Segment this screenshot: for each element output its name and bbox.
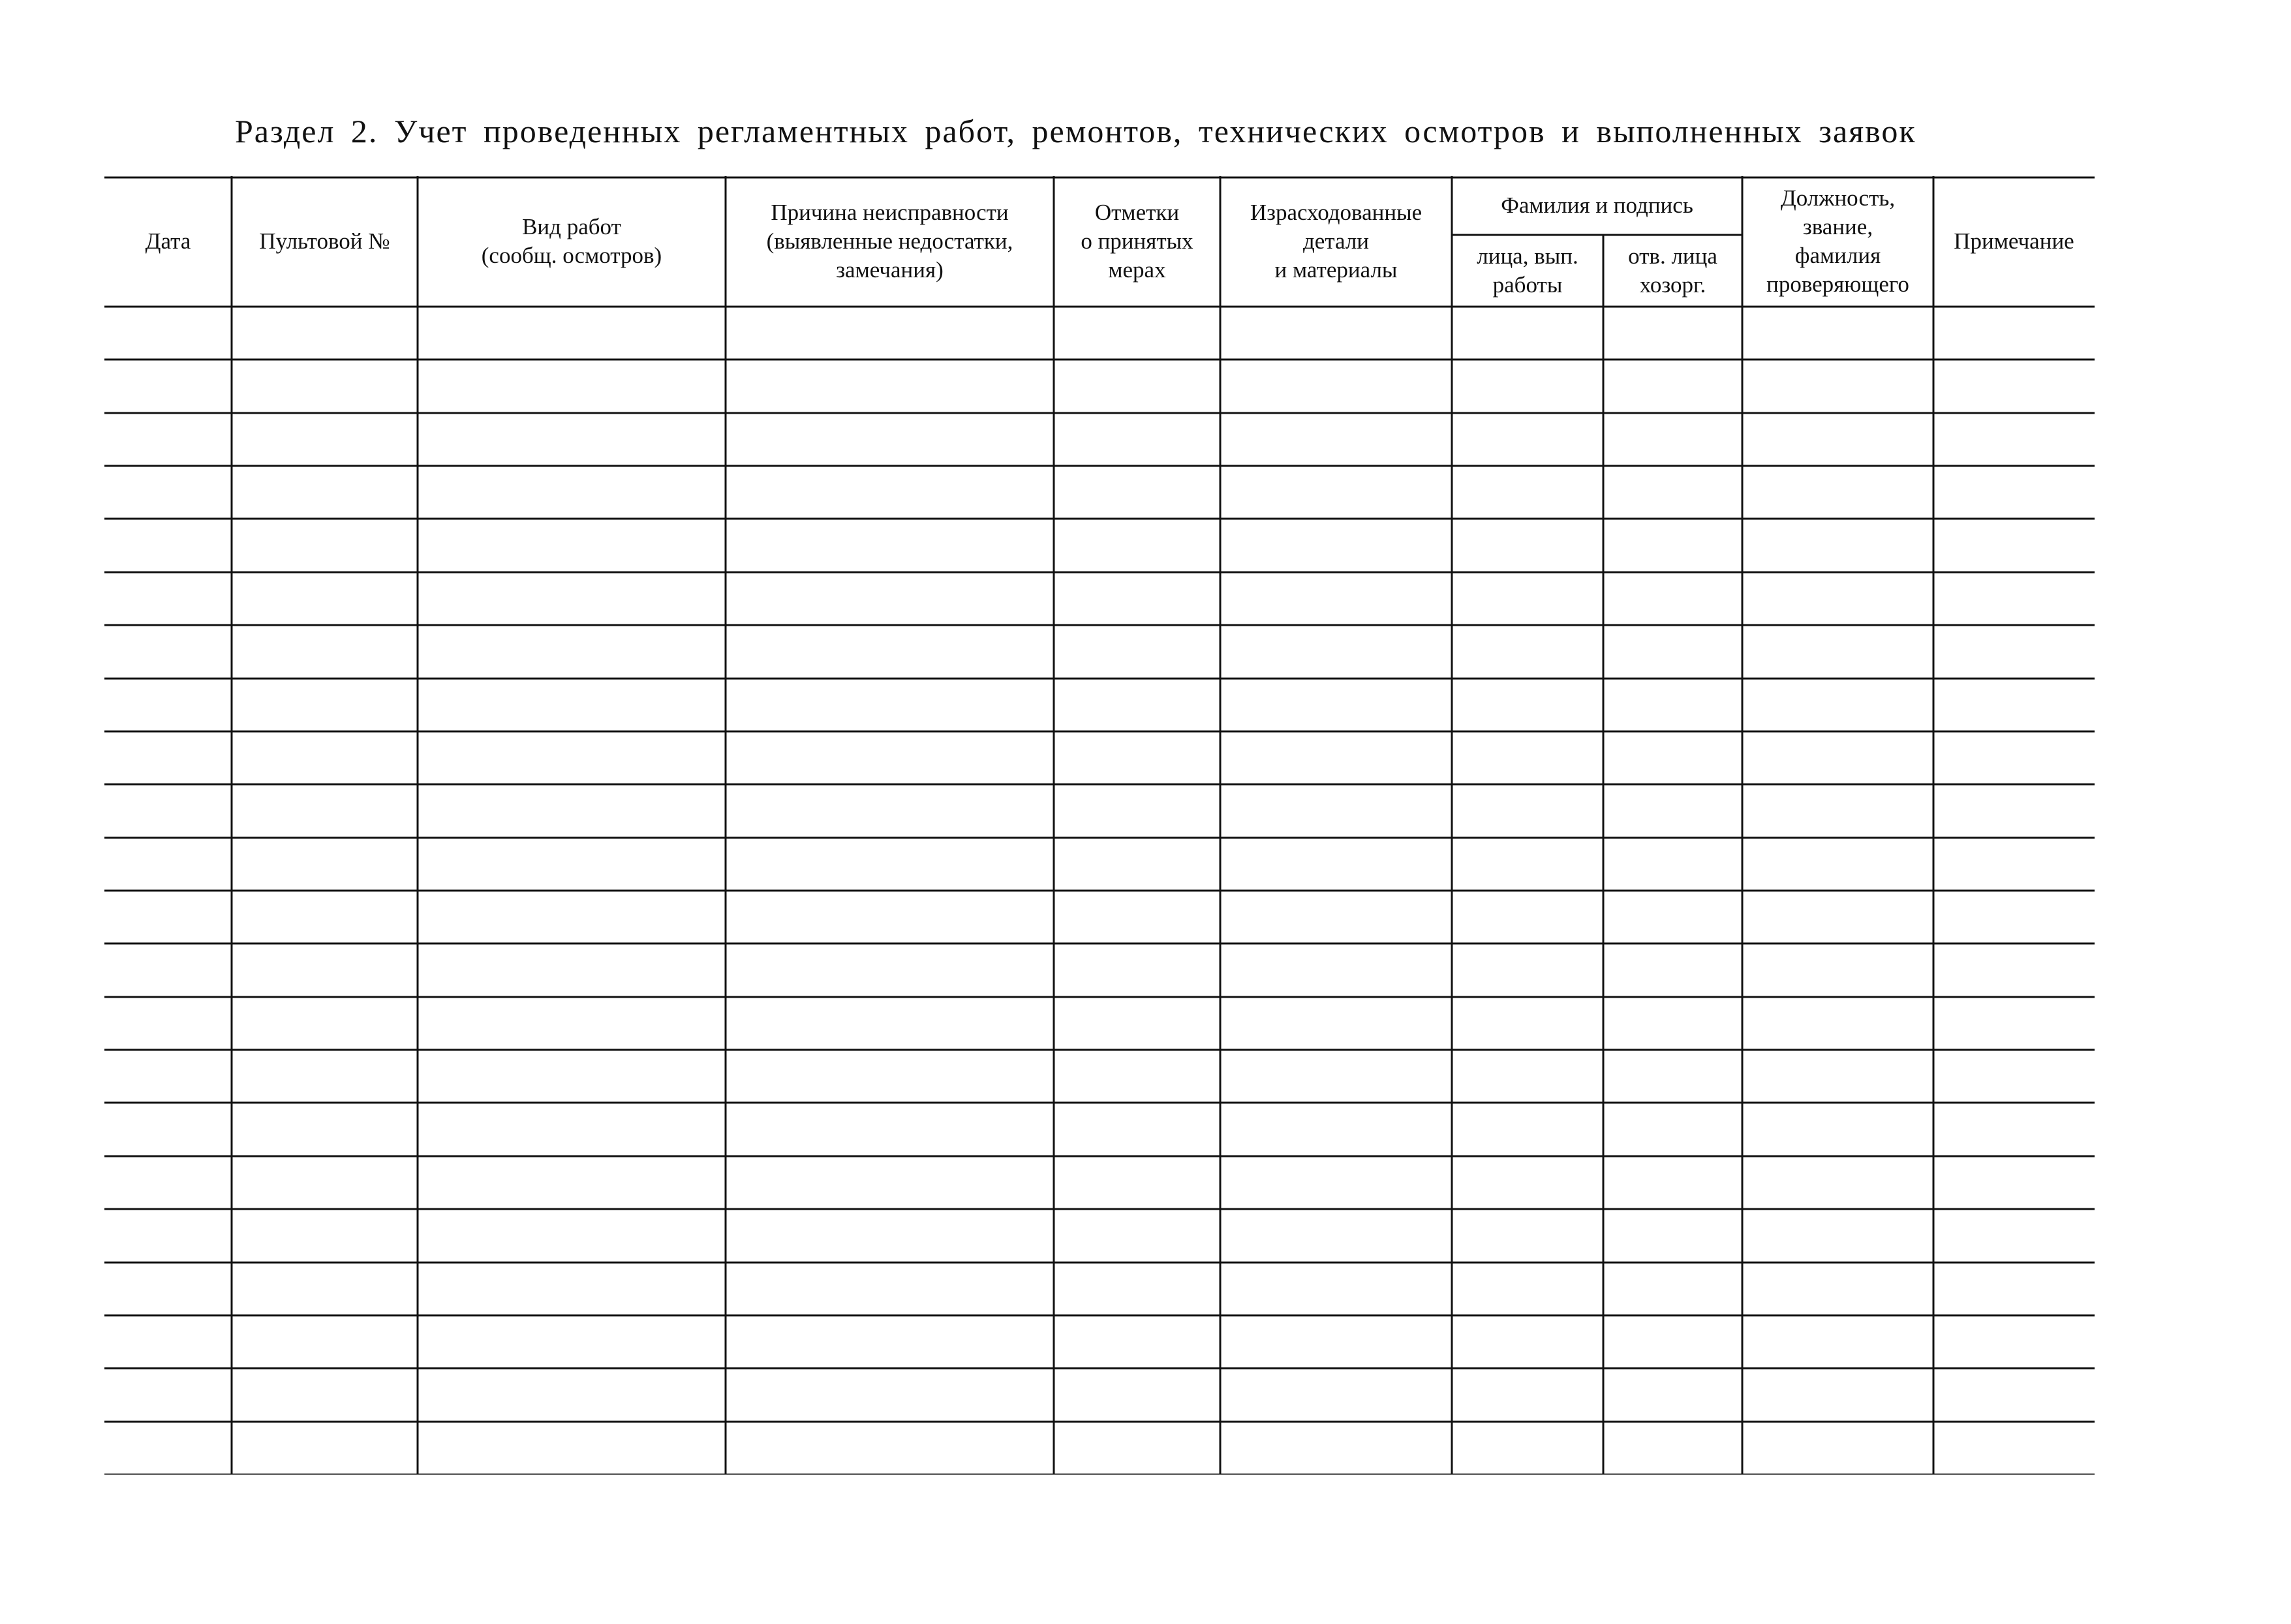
header-date: Дата [145,228,191,254]
header-responsible: отв. лица хозорг. [1628,243,1717,298]
header-fault-cause: Причина неисправности (выявленные недостатки, замечания) [766,200,1013,283]
header-name-signature: Фамилия и подпись [1501,192,1693,218]
work-log-table [104,176,2095,1475]
header-note: Примечание [1954,228,2074,254]
header-console-no: Пультовой № [259,228,390,254]
header-measures: Отметки о принятых мерах [1081,200,1193,283]
header-performer: лица, вып. работы [1477,243,1578,298]
table-grid [104,176,2095,1475]
header-inspector: Должность, звание, фамилия проверяющего [1766,185,1909,297]
header-work-type: Вид работ (сообщ. осмотров) [481,214,662,268]
page-title: Раздел 2. Учет проведенных регламентных работ, ремонтов, технических осмотров и выполненных заявок [235,113,1916,149]
header-materials: Израсходованные детали и материалы [1250,200,1422,283]
